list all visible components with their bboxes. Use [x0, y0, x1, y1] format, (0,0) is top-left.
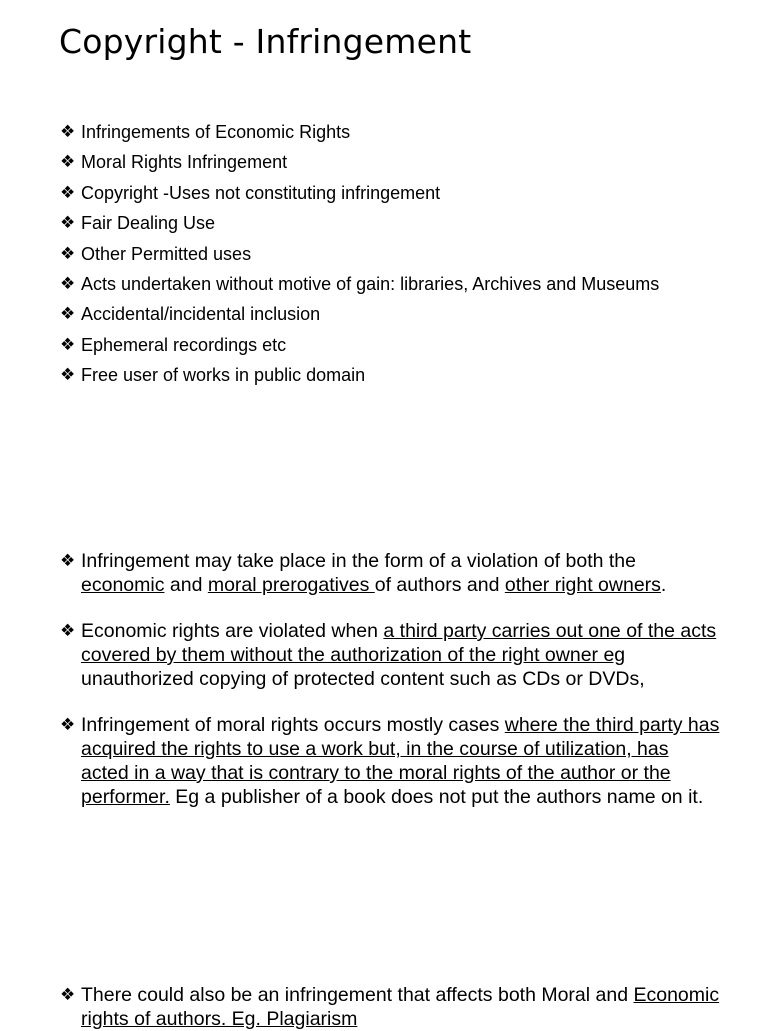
bullet-icon: ❖	[60, 334, 76, 355]
list-item	[60, 178, 740, 208]
bullet-icon: ❖	[60, 365, 76, 386]
infringement-notes-list	[60, 549, 720, 831]
underlined-text: economic	[81, 574, 165, 596]
bullet-icon: ❖	[60, 304, 76, 325]
bullet-icon: ❖	[60, 152, 76, 173]
bullet-icon: ❖	[60, 243, 76, 264]
bullet-icon: ❖	[60, 182, 76, 203]
paragraph-item	[60, 549, 720, 597]
paragraph-item	[60, 619, 720, 691]
topics-list	[60, 117, 740, 391]
list-item-text: Acts undertaken without motive of gain: libraries, Archives and Museums	[81, 274, 660, 295]
list-item-text: Ephemeral recordings etc	[81, 334, 287, 355]
list-item	[60, 330, 740, 360]
list-item	[60, 239, 740, 269]
bullet-icon: ❖	[60, 621, 76, 641]
paragraph-item	[60, 713, 720, 809]
underlined-text: where the third party has acquired the rights to use a work but, in the course of utilization, has acted in a way that is contrary to the moral rights of the author or the performer.	[81, 714, 720, 808]
bullet-icon: ❖	[60, 551, 76, 571]
paragraph-text: Economic rights are violated when a third party carries out one of the acts covered by them without the authorization of the right owner eg unauthorized copying of protected content such as CDs or DVDs,	[81, 620, 717, 690]
list-item	[60, 117, 740, 147]
list-item-text: Copyright -Uses not constituting infringement	[81, 182, 441, 203]
list-item	[60, 147, 740, 177]
list-item	[60, 299, 740, 329]
underlined-text: other right owners	[504, 574, 661, 596]
bullet-icon: ❖	[60, 715, 76, 735]
list-item-text: Fair Dealing Use	[81, 213, 216, 234]
list-item-text: Moral Rights Infringement	[81, 152, 288, 173]
paragraph-text: Infringement of moral rights occurs mostly cases where the third party has acquired the rights to use a work but, in the course of utilization, has acted in a way that is contrary to the moral rights of the author or the performer. Eg a publisher of a book does not put the authors name on it.	[81, 714, 720, 808]
list-item-text: Other Permitted uses	[81, 243, 252, 264]
list-item-text: Accidental/incidental inclusion	[81, 304, 321, 325]
bullet-icon: ❖	[60, 985, 76, 1005]
bullet-icon: ❖	[60, 274, 76, 295]
list-item	[60, 269, 740, 299]
list-item-text: Free user of works in public domain	[81, 365, 366, 386]
underlined-text: moral prerogatives	[207, 574, 375, 596]
list-item	[60, 208, 740, 238]
paragraph-text: There could also be an infringement that affects both Moral and Economic rights of authors. Eg. Plagiarism	[81, 984, 720, 1030]
list-item	[60, 360, 740, 390]
paragraph-text: Infringement may take place in the form of a violation of both the economic and moral prerogatives of authors and other right owners.	[81, 550, 667, 596]
bullet-icon: ❖	[60, 213, 76, 234]
list-item-text: Infringements of Economic Rights	[81, 122, 351, 142]
underlined-text: Economic rights of authors. Eg. Plagiarism	[81, 984, 720, 1030]
page-title: Copyright - Infringement	[59, 22, 472, 61]
bullet-icon: ❖	[60, 122, 76, 142]
underlined-text: a third party carries out one of the acts covered by them without the authorization of the right owner eg	[81, 620, 717, 666]
